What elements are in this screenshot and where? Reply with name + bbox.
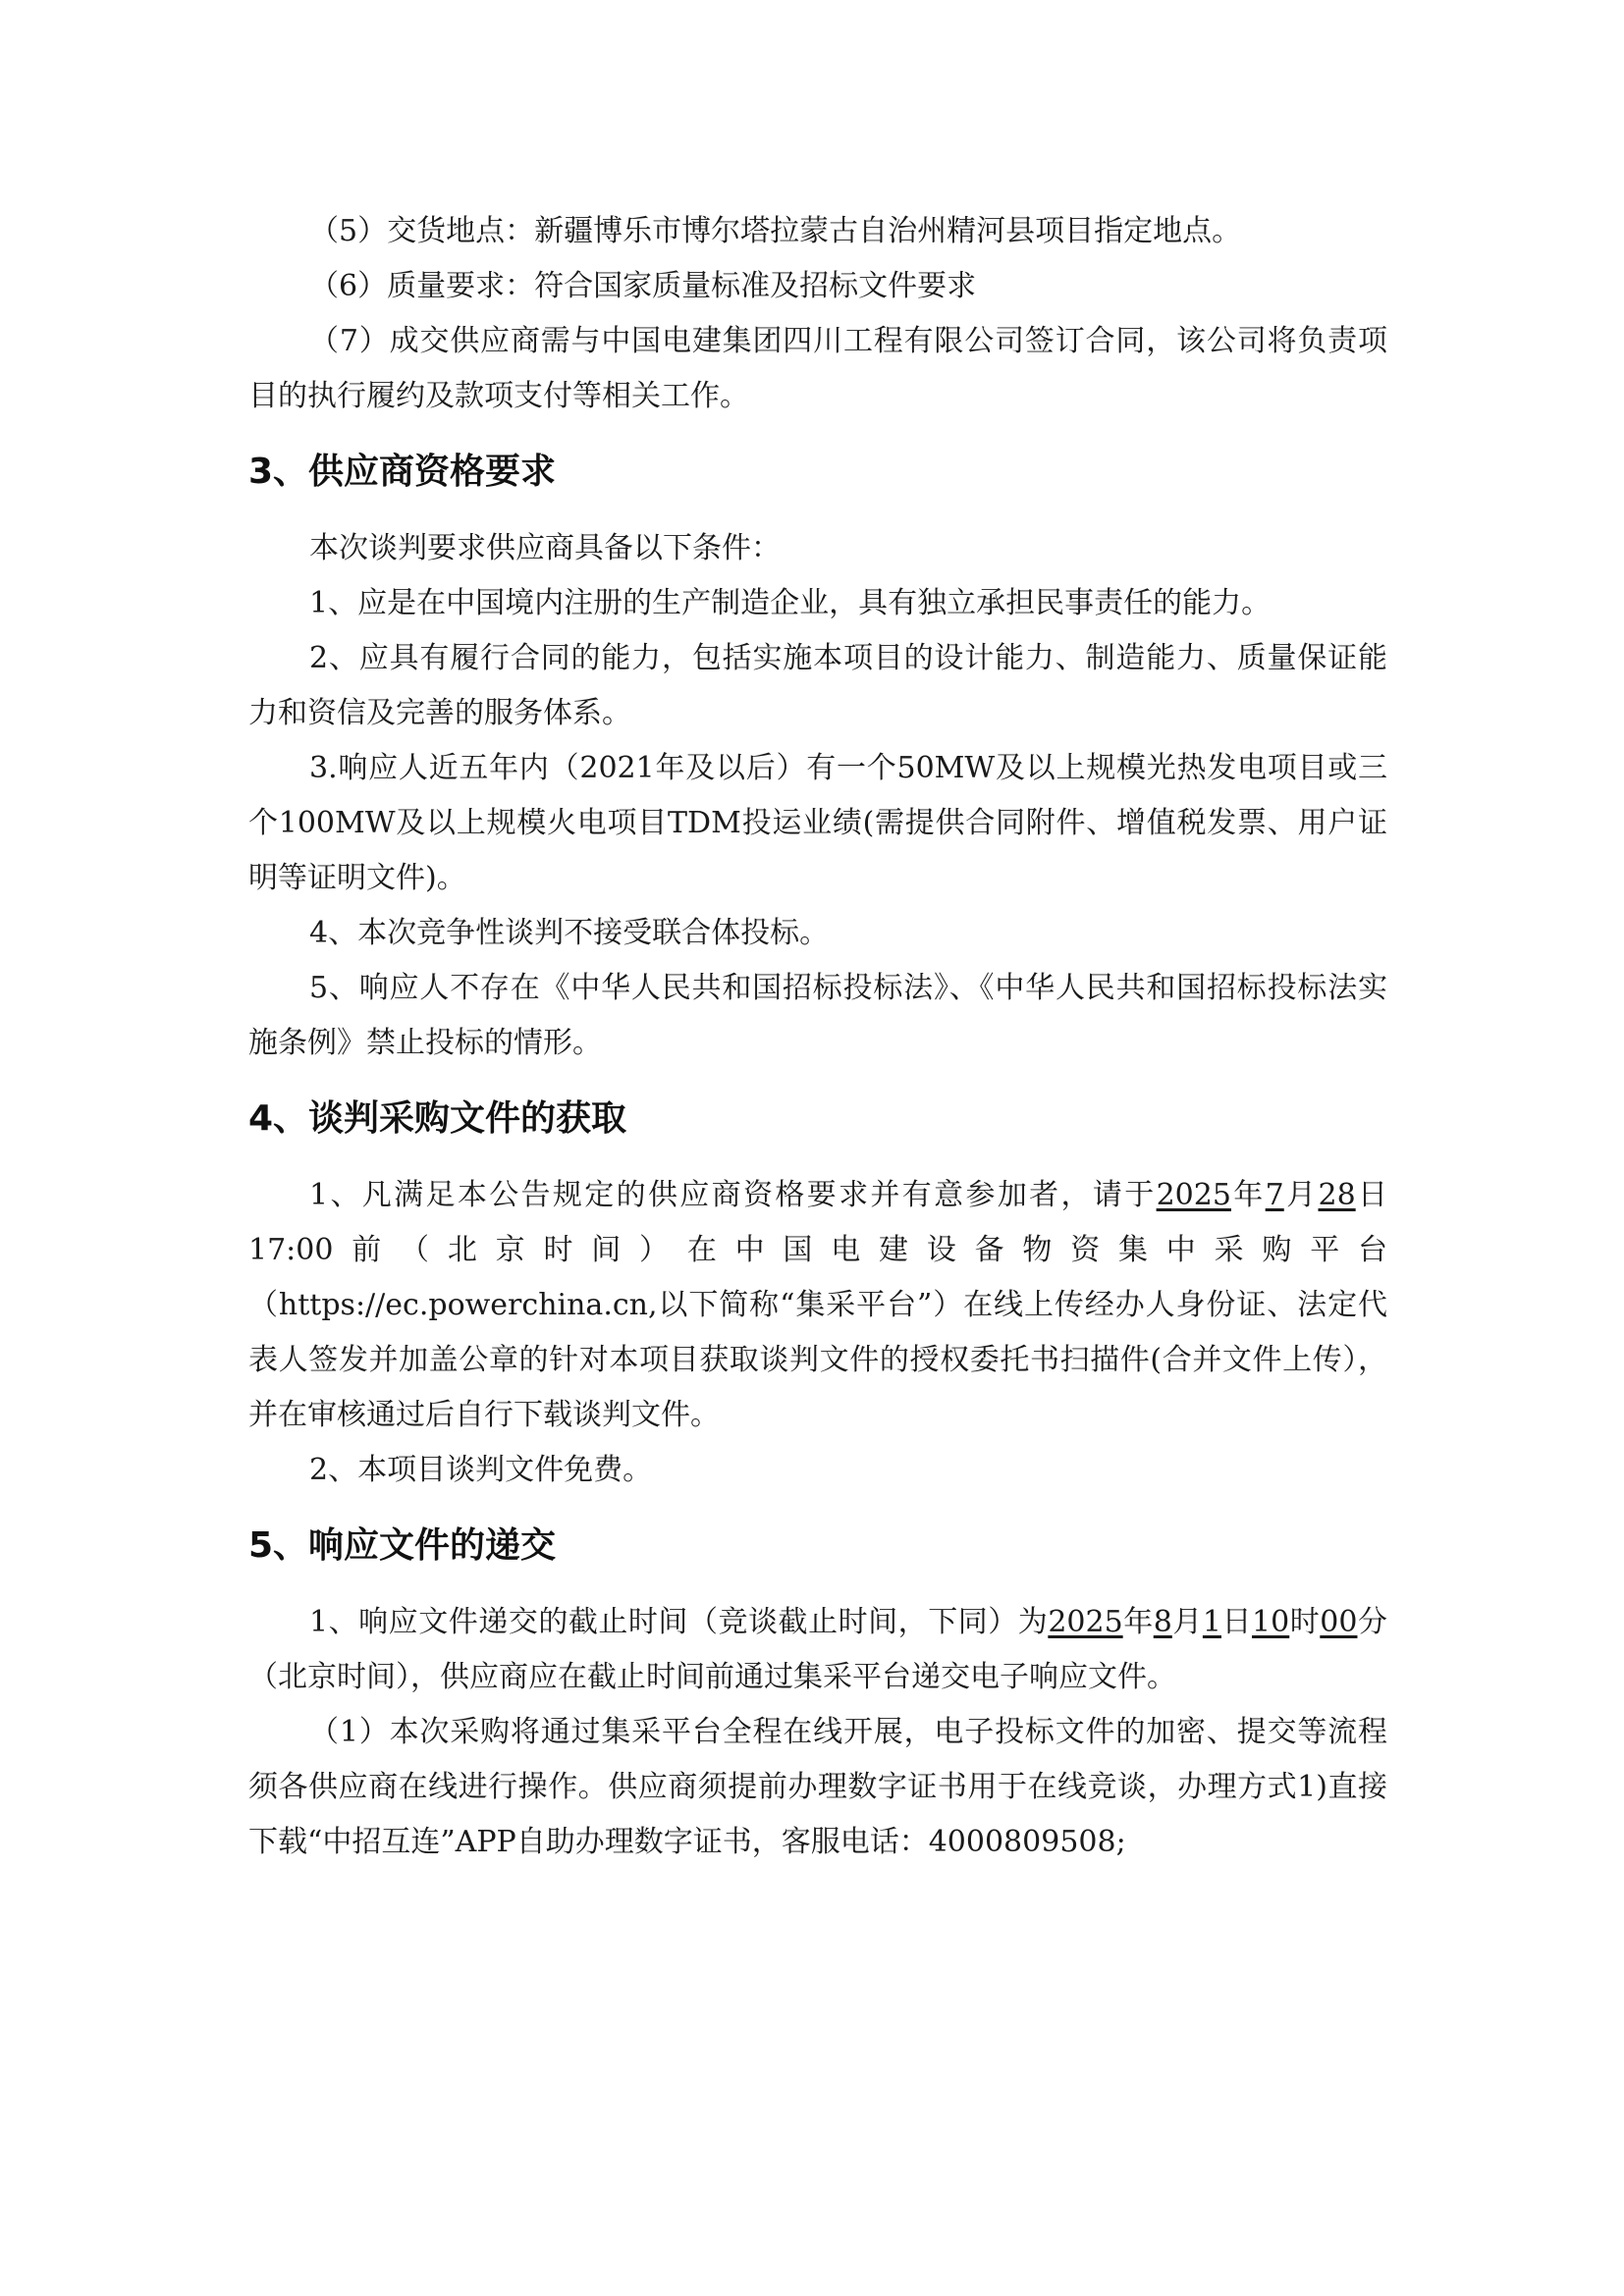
section-3-intro: 本次谈判要求供应商具备以下条件： bbox=[309, 531, 781, 565]
item-6-quality-requirement: （6）质量要求：符合国家质量标准及招标文件要求 bbox=[309, 269, 977, 303]
s5-text-a: 1、响应文件递交的截止时间（竞谈截止时间，下同）为 bbox=[309, 1605, 1049, 1639]
requirement-5: 5、响应人不存在《中华人民共和国招标投标法》、《中华人民共和国招标投标法实施条例》禁止投标的情形。 bbox=[248, 971, 1387, 1060]
s5-month: 8 bbox=[1153, 1605, 1172, 1639]
s4-text-d: 日17:00前（北京时间）在中国电建设备物资集中采购平台 bbox=[248, 1178, 1388, 1267]
s5-text-f: 分（北京时间），供应商应在截止时间前通过集采平台递交电子响应文件。 bbox=[248, 1605, 1388, 1694]
section-5-heading: 5、响应文件的递交 bbox=[248, 1525, 557, 1566]
section-4-paragraph-1 bbox=[248, 1168, 1387, 1443]
s5-text-d: 日 bbox=[1220, 1605, 1253, 1639]
document-body bbox=[248, 204, 1387, 1870]
s5-text-e: 时 bbox=[1289, 1605, 1321, 1639]
requirement-3: 3.响应人近五年内（2021年及以后）有一个50MW及以上规模光热发电项目或三个100MW及以上规模火电项目TDM投运业绩(需提供合同附件、增值税发票、用户证明等证明文件)。 bbox=[248, 751, 1387, 895]
requirement-1: 1、应是在中国境内注册的生产制造企业，具有独立承担民事责任的能力。 bbox=[309, 586, 1272, 620]
s4-text-b: 年 bbox=[1230, 1178, 1266, 1212]
s5-hour: 10 bbox=[1252, 1605, 1290, 1639]
section-5-paragraph-2: （1）本次采购将通过集采平台全程在线开展，电子投标文件的加密、提交等流程须各供应商在线进行操作。供应商须提前办理数字证书用于在线竞谈，办理方式1)直接下载“中招互连”APP自助办理数字证书，客服电话：4000809508; bbox=[248, 1715, 1387, 1859]
s5-text-b: 年 bbox=[1122, 1605, 1154, 1639]
section-4-heading: 4、谈判采购文件的获取 bbox=[248, 1098, 627, 1139]
item-7-contract-note: （7）成交供应商需与中国电建集团四川工程有限公司签订合同，该公司将负责项目的执行履约及款项支付等相关工作。 bbox=[248, 324, 1387, 413]
section-3-heading: 3、供应商资格要求 bbox=[248, 452, 557, 492]
s4-day: 28 bbox=[1318, 1178, 1356, 1212]
s4-text-e: （https://ec.powerchina.cn,以下简称“集采平台”）在线上传经办人身份证、法定代表人签发并加盖公章的针对本项目获取谈判文件的授权委托书扫描件(合并文件上传），并在审核通过后自行下载谈判文件。 bbox=[248, 1288, 1387, 1432]
s4-year: 2025 bbox=[1156, 1178, 1231, 1212]
s5-day: 1 bbox=[1202, 1605, 1221, 1639]
s5-year: 2025 bbox=[1048, 1605, 1123, 1639]
item-5-delivery-location: （5）交货地点：新疆博乐市博尔塔拉蒙古自治州精河县项目指定地点。 bbox=[309, 214, 1242, 248]
requirement-4: 4、本次竞争性谈判不接受联合体投标。 bbox=[309, 916, 830, 950]
section-5-paragraph-1 bbox=[248, 1595, 1387, 1705]
requirement-2: 2、应具有履行合同的能力，包括实施本项目的设计能力、制造能力、质量保证能力和资信及完善的服务体系。 bbox=[248, 641, 1387, 730]
s5-minute: 00 bbox=[1320, 1605, 1358, 1639]
s4-text-a: 1、凡满足本公告规定的供应商资格要求并有意参加者，请于 bbox=[309, 1178, 1157, 1212]
s4-month: 7 bbox=[1265, 1178, 1284, 1212]
s4-text-c: 月 bbox=[1283, 1178, 1319, 1212]
s5-text-c: 月 bbox=[1171, 1605, 1203, 1639]
section-4-paragraph-2: 2、本项目谈判文件免费。 bbox=[309, 1453, 653, 1487]
